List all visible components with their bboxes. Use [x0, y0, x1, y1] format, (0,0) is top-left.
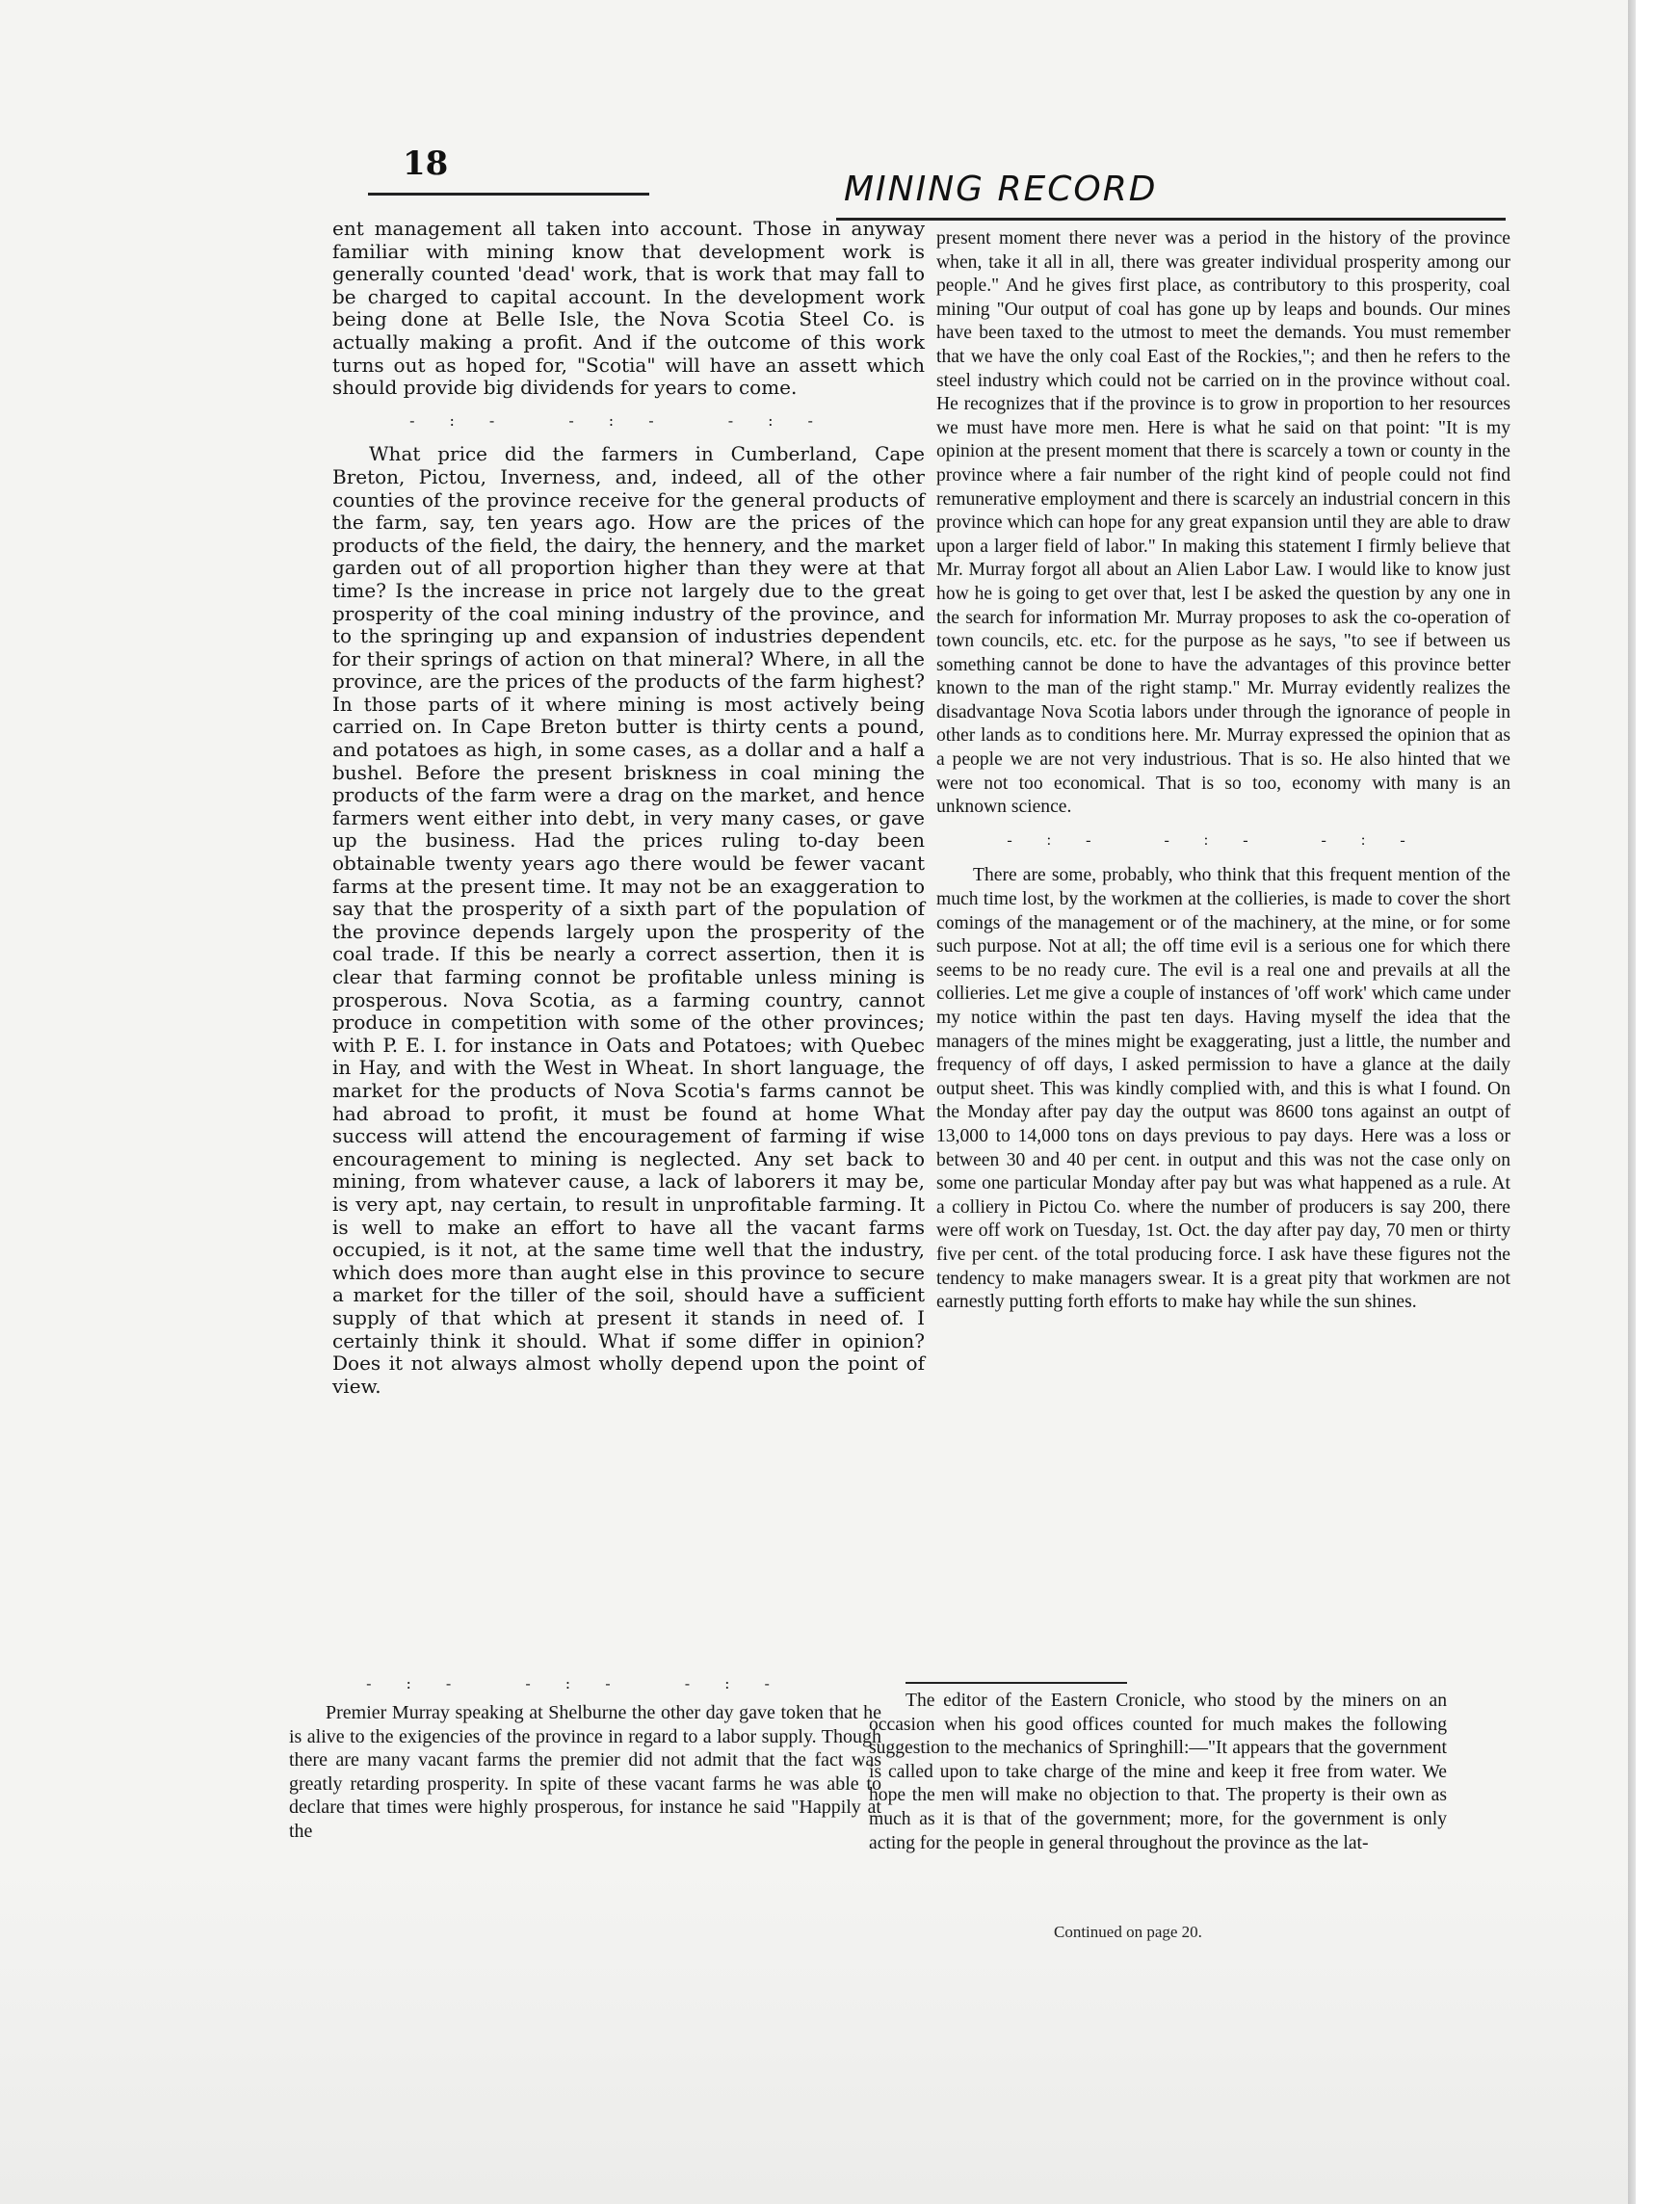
bottom-left-column [289, 1701, 881, 1844]
section-separator: -:- -:- -:- [366, 1674, 804, 1692]
bottom-right-column [869, 1690, 1447, 1855]
paragraph-farm-prices: What price did the farmers in Cumberland, Cape Breton, Pictou, Inverness, and, indeed, all of the other counties of the province receive for the general products of the farm, say, ten years ago. How are the prices of the products of the field, the dairy, the hennery, and the market garden out of all proportion higher than they were at that time? Is the increase in price not largely due to the great prosperity of the coal mining industry of the province, and to the springing up and expansion of industries dependent for their springs of action on that mineral? Where, in all the province, are the prices of the products of the farm highest? In those parts of it where mining is most actively being carried on. In Cape Breton butter is thirty cents a pound, and potatoes as high, in some cases, as a dollar and a half a bushel. Before the present briskness in coal mining the products of the farm were a drag on the market, and hence farmers went either into debt, in very many cases, or gave up the business. Had the prices ruling to-day been obtainable twenty years ago there would be fewer vacant farms at the present time. It may not be an exaggeration to say that the prosperity of a sixth part of the population of the province depends largely upon the prosperity of the coal trade. If this be nearly a correct assertion, then it is clear that farming connot be profitable unless mining is prosperous. Nova Scotia, as a farming country, cannot produce in competition with some of the other provinces; with P. E. I. for instance in Oats and Potatoes; with Quebec in Hay, and with the West in Wheat. In short language, the market for the products of Nova Scotia's farms cannot be had abroad to profit, it must be found at home What success will attend the encouragement of farming if wise encouragement to mining is neglected. Any set back to mining, from whatever cause, a lack of laborers it may be, is very apt, nay certain, to result in unprofitable farming. It is well to make an effort to have all the vacant farms occupied, is it not, at the same time well that the industry, which does more than aught else in this province to secure a market for the tiller of the soil, should have a sufficient supply of that which at present it stands in need of. I certainly think it should. What if some differ in opinion? Does it not always almost wholly depend upon the point of view. [332, 442, 925, 1398]
header-rule-right [836, 218, 1506, 221]
paragraph-eastern-chronicle: The editor of the Eastern Cronicle, who stood by the miners on an occasion when his good offices counted for much makes the following suggestion to the mechanics of Springhill:—"It appears that the government is called upon to take charge of the mine and keep it free from water. We hope the men will make no objection to that. The property is their own as much as it is that of the government; more, for the government is only acting for the people in general throughout the province as the lat- [869, 1691, 1447, 1853]
scan-margin [1636, 0, 1680, 2204]
page-shading [0, 1859, 1638, 2204]
paragraph-premier-murray: Premier Murray speaking at Shelburne the other day gave token that he is alive to the exigencies of the province in regard to a labor supply. Though there are many vacant farms the premier did not admit that the fact was greatly retarding prosperity. In spite of these vacant farms he was able to declare that times were highly prosperous, for instance he said "Happily at the [289, 1702, 881, 1842]
paragraph-off-time: There are some, probably, who think that this frequent mention of the much time lost, by the workmen at the collieries, is made to cover the short comings of the management or of the machinery, at the mine, or for some such purpose. Not at all; the off time evil is a serious one for which there seems to be no ready cure. The evil is a real one and prevails at all the collieries. Let me give a couple of instances of 'off work' which came under my notice within the past ten days. Having myself the idea that the managers of the mines might be exaggerating, just a little, the number and frequency of off days, I asked permission to have a glance at the daily output sheet. This was kindly complied with, and this is what I found. On the Monday after pay day the output was 8600 tons against an outpt of 13,000 to 14,000 tons on days previous to pay days. Here was a loss or between 30 and 40 per cent. in output and this was not the case only on some one particular Monday after pay but was what happened as a rule. At a colliery in Pictou Co. where the number of producers is say 200, there were off work on Tuesday, 1st. Oct. the day after pay day, 70 men or thirty five per cent. of the total producing force. I ask have these figures not the tendency to make managers swear. It is a great pity that workmen are not earnestly putting forth efforts to make hay while the sun shines. [936, 865, 1510, 1313]
right-column [936, 227, 1510, 1315]
section-separator: -:- -:- -:- [1007, 831, 1440, 849]
section-separator: -:- -:- -:- [409, 410, 848, 430]
continued-note: Continued on page 20. [1054, 1923, 1202, 1941]
article-rule [906, 1682, 1127, 1684]
header-rule-left [368, 193, 649, 196]
publication-title: MINING RECORD [844, 170, 1158, 209]
paragraph-development-work: ent management all taken into account. Those in anyway familiar with mining know that development work is generally counted 'dead' work, that is work that may fall to be charged to capital account. In the development work being done at Belle Isle, the Nova Scotia Steel Co. is actually making a profit. And if the outcome of this work turns out as hoped for, "Scotia" will have an assett which should provide big dividends for years to come. [332, 217, 925, 400]
left-column [332, 218, 925, 1398]
page-number: 18 [403, 144, 449, 183]
paragraph-prosperity-quote: present moment there never was a period in the history of the province when, take it all in all, there was greater individual prosperity among our people." And he gives first place, as contributory to this prosperity, coal mining "Our output of coal has gone up by leaps and bounds. Our mines have been taxed to the utmost to meet the demands. You must remember that we have the only coal East of the Rockies,"; and then he refers to the steel industry which could not be carried on in the province without coal. He recognizes that if the province is to grow in proportion to her resources we must have more men. Here is what he said on that point: "It is my opinion at the present moment that there is scarcely a town or county in the province where a fair number of the right kind of people could not find remunerative employment and there is scarcely an industrial concern in this province which can hope for any great expansion until they are able to draw upon a larger field of labor." In making this statement I firmly believe that Mr. Murray forgot all about an Alien Labor Law. I would like to know just how he is going to get over that, lest I be asked the question by any one in the search for information Mr. Murray proposes to ask the co-operation of town councils, etc. etc. for the purpose as he says, "to see if between us something cannot be done to have the advantages of this province better known to the man of the right stamp." Mr. Murray evidently realizes the disadvantage Nova Scotia labors under through the ignorance of people in other lands as to conditions here. Mr. Murray expressed the opinion that as a people we are not very industrious. That is so. He also hinted that we were not too economical. That is so too, economy with many is an unknown science. [936, 228, 1510, 818]
